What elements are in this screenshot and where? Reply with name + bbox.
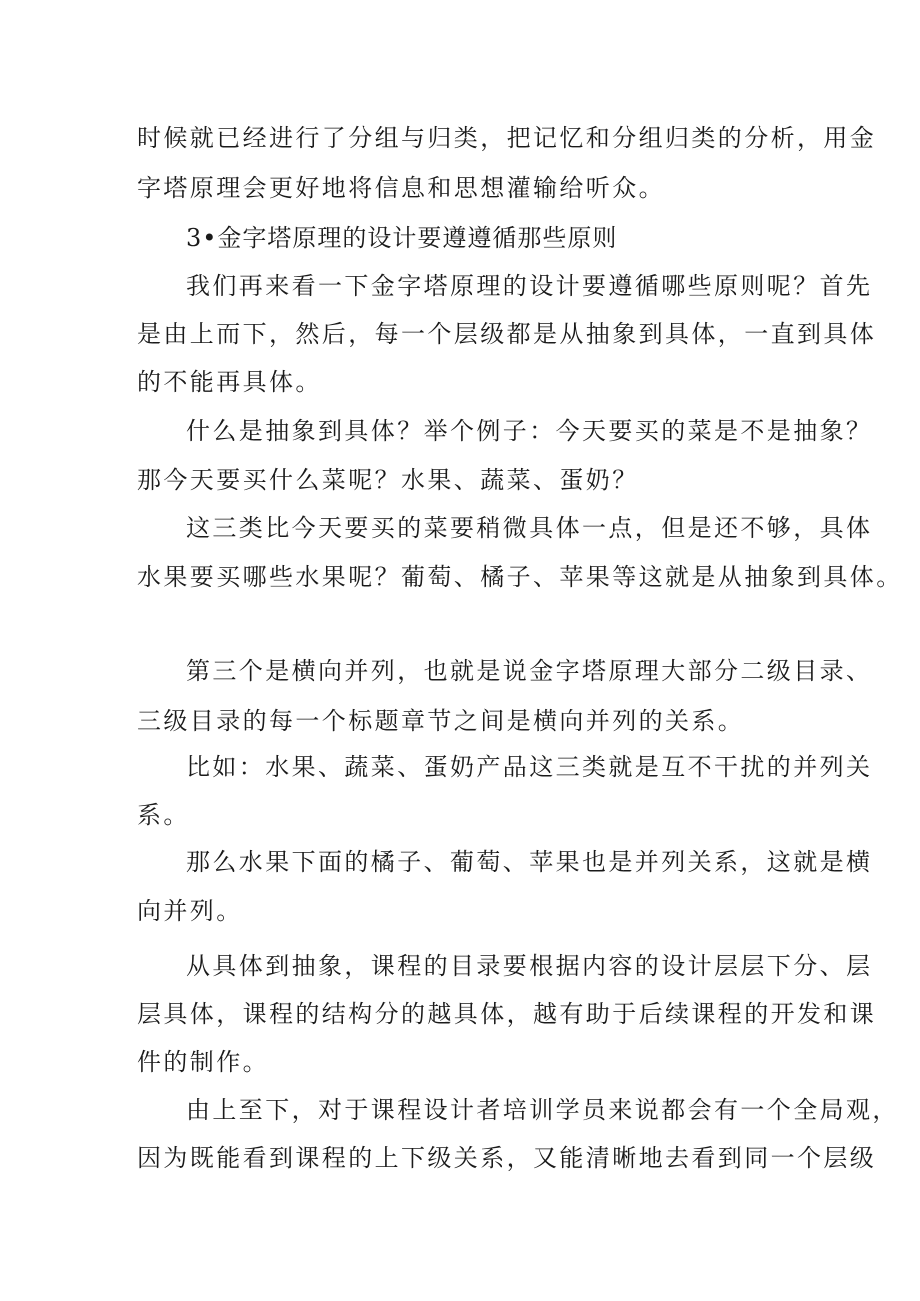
text-line: 由上至下，对于课程设计者培训学员来说都会有一个全局观， (186, 1096, 899, 1124)
text-line: 三级目录的每一个标题章节之间是横向并列的关系。 (137, 707, 745, 735)
text-line: 时候就已经进行了分组与归类，把记忆和分组归类的分析，用金 (137, 124, 877, 152)
text-line: 字塔原理会更好地将信息和思想灌输给听众。 (137, 174, 665, 202)
text-line: 那么水果下面的橘子、葡萄、苹果也是并列关系，这就是横 (186, 848, 873, 876)
text-line: 第三个是横向并列，也就是说金字塔原理大部分二级目录、 (186, 657, 873, 685)
text-line: 那今天要买什么菜呢？水果、蔬菜、蛋奶？ (137, 466, 639, 494)
text-line: 这三类比今天要买的菜要稍微具体一点，但是还不够，具体 (186, 514, 873, 542)
text-line: 从具体到抽象，课程的目录要根据内容的设计层层下分、层 (186, 952, 873, 980)
text-line: 是由上而下，然后，每一个层级都是从抽象到具体，一直到具体 (137, 320, 877, 348)
text-line: 系。 (137, 801, 190, 829)
text-line: 层具体，课程的结构分的越具体，越有助于后续课程的开发和课 (137, 1000, 877, 1028)
text-line: 件的制作。 (137, 1048, 269, 1076)
section-heading: 3•金字塔原理的设计要遵遵循那些原则 (186, 224, 618, 252)
text-line: 因为既能看到课程的上下级关系，又能清晰地去看到同一个层级 (137, 1144, 877, 1172)
text-line: 比如：水果、蔬菜、蛋奶产品这三类就是互不干扰的并列关 (186, 753, 873, 781)
text-line: 的不能再具体。 (137, 368, 322, 396)
text-line: 什么是抽象到具体？举个例子：今天要买的菜是不是抽象？ (186, 417, 873, 445)
text-line: 水果要买哪些水果呢？葡萄、橘子、苹果等这就是从抽象到具体。 (137, 563, 903, 591)
text-line: 我们再来看一下金字塔原理的设计要遵循哪些原则呢？首先 (186, 272, 873, 300)
text-line: 向并列。 (137, 897, 243, 925)
